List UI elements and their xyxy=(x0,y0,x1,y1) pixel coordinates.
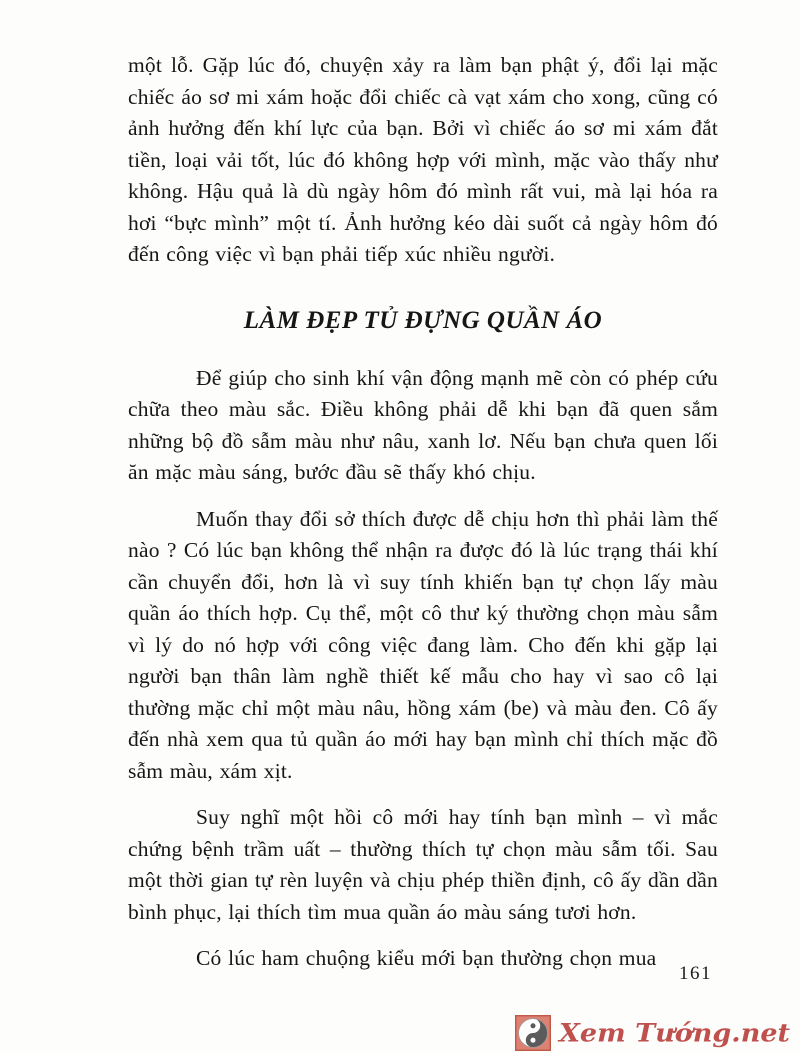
yin-yang-icon xyxy=(515,1015,551,1051)
text-block xyxy=(128,50,718,990)
paragraph: Muốn thay đổi sở thích được dễ chịu hơn thì phải làm thế nào ? Có lúc bạn không thể nhận ra được đó là lúc trạng thái khí cần chuyển đổi, hơn là vì suy tính khiến bạn tự chọn lấy màu quần áo thích hợp. Cụ thể, một cô thư ký thường chọn màu sẫm vì lý do nó hợp với công việc đang làm. Cho đến khi gặp lại người bạn thân làm nghề thiết kế mẫu cho hay vì sao cô lại thường mặc chỉ một màu nâu, hồng xám (be) và màu đen. Cô ấy đến nhà xem qua tủ quần áo mới hay bạn mình chỉ thích mặc đồ sẫm màu, xám xịt. xyxy=(128,506,718,783)
paragraph: Suy nghĩ một hồi cô mới hay tính bạn mình – vì mắc chứng bệnh trầm uất – thường thích tự chọn màu sẫm tối. Sau một thời gian tự rèn luyện và chịu phép thiền định, cô ấy dần dần bình phục, lại thích tìm mua quần áo màu sáng tươi hơn. xyxy=(128,805,718,924)
section-heading: LÀM ĐẸP TỦ ĐỰNG QUẦN ÁO xyxy=(243,306,603,334)
paragraph: Để giúp cho sinh khí vận động mạnh mẽ còn có phép cứu chữa theo màu sắc. Điều không phải dễ khi bạn đã quen sắm những bộ đồ sẫm màu như nâu, xanh lơ. Nếu bạn chưa quen lối ăn mặc màu sáng, bước đầu sẽ thấy khó chịu. xyxy=(128,365,718,484)
watermark xyxy=(515,1015,790,1051)
watermark-text: Xem Tướng.net xyxy=(558,1018,790,1048)
paragraph: một lỗ. Gặp lúc đó, chuyện xảy ra làm bạn phật ý, đổi lại mặc chiếc áo sơ mi xám hoặc đổi chiếc cà vạt xám cho xong, cũng có ảnh hưởng đến khí lực của bạn. Bởi vì chiếc áo sơ mi xám đắt tiền, loại vải tốt, lúc đó không hợp với mình, mặc vào thấy như không. Hậu quả là dù ngày hôm đó mình rất vui, mà lại hóa ra hơi “bực mình” một tí. Ảnh hưởng kéo dài suốt cả ngày hôm đó đến công việc vì bạn phải tiếp xúc nhiều người. xyxy=(128,53,718,266)
page-number: 161 xyxy=(679,963,712,984)
paragraph: Có lúc ham chuộng kiểu mới bạn thường chọn mua xyxy=(196,946,657,970)
